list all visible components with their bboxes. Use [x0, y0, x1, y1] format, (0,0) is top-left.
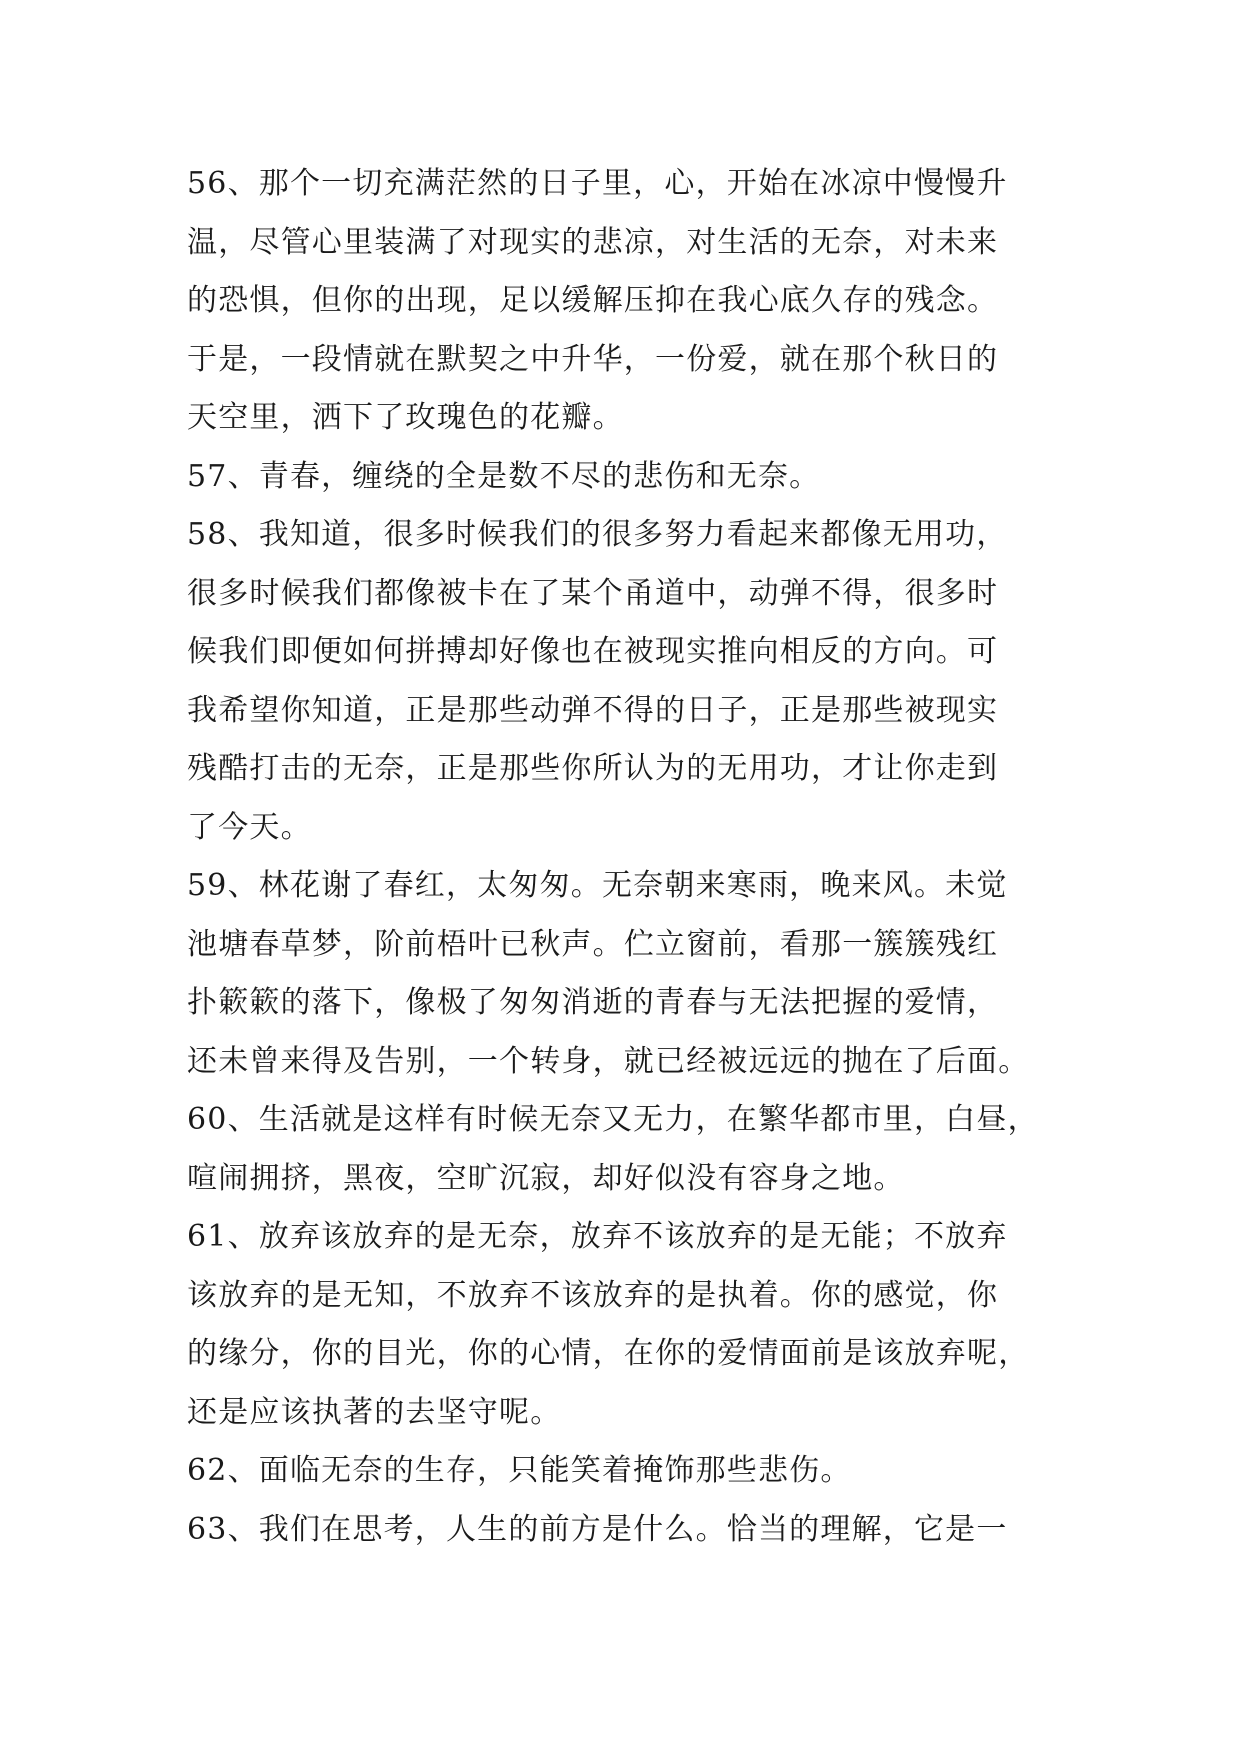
text-line: 天空里，洒下了玫瑰色的花瓣。 [187, 400, 624, 435]
text-line: 候我们即便如何拼搏却好像也在被现实推向相反的方向。可 [187, 634, 999, 669]
text-line: 62、面临无奈的生存，只能笑着掩饰那些悲伤。 [187, 1453, 852, 1488]
text-line: 扑簌簌的落下，像极了匆匆消逝的青春与无法把握的爱情， [187, 985, 999, 1020]
text-line: 的缘分，你的目光，你的心情，在你的爱情面前是该放弃呢， [187, 1336, 1030, 1371]
text-line: 57、青春，缠绕的全是数不尽的悲伤和无奈。 [187, 458, 821, 494]
text-line: 我希望你知道，正是那些动弹不得的日子，正是那些被现实 [187, 692, 999, 728]
text-line: 喧闹拥挤，黑夜，空旷沉寂，却好似没有容身之地。 [187, 1160, 905, 1196]
text-line: 池塘春草梦，阶前梧叶已秋声。伫立窗前，看那一簇簇残红 [187, 926, 999, 962]
body-text [187, 155, 1067, 1559]
text-line: 该放弃的是无知，不放弃不该放弃的是执着。你的感觉，你 [187, 1277, 999, 1313]
text-line: 温，尽管心里装满了对现实的悲凉，对生活的无奈，对未来 [187, 224, 999, 260]
text-line: 还是应该执著的去坚守呢。 [187, 1394, 562, 1430]
text-line: 于是，一段情就在默契之中升华，一份爱，就在那个秋日的 [187, 341, 999, 377]
text-line: 了今天。 [187, 809, 312, 845]
text-line: 56、那个一切充满茫然的日子里，心，开始在冰凉中慢慢升 [187, 166, 1008, 201]
text-line: 残酷打击的无奈，正是那些你所认为的无用功，才让你走到 [187, 751, 999, 786]
text-line: 59、林花谢了春红，太匆匆。无奈朝来寒雨，晚来风。未觉 [187, 868, 1008, 903]
text-line: 还未曾来得及告别，一个转身，就已经被远远的抛在了后面。 [187, 1043, 1030, 1079]
text-line: 58、我知道，很多时候我们的很多努力看起来都像无用功， [187, 517, 1008, 552]
text-line: 61、放弃该放弃的是无奈，放弃不该放弃的是无能；不放弃 [187, 1219, 1008, 1254]
text-line: 60、生活就是这样有时候无奈又无力，在繁华都市里，白昼， [187, 1102, 1039, 1137]
text-line: 63、我们在思考，人生的前方是什么。恰当的理解，它是一 [187, 1511, 1008, 1547]
text-line: 很多时候我们都像被卡在了某个甬道中，动弹不得，很多时 [187, 575, 999, 611]
text-line: 的恐惧，但你的出现，足以缓解压抑在我心底久存的残念。 [187, 283, 999, 318]
